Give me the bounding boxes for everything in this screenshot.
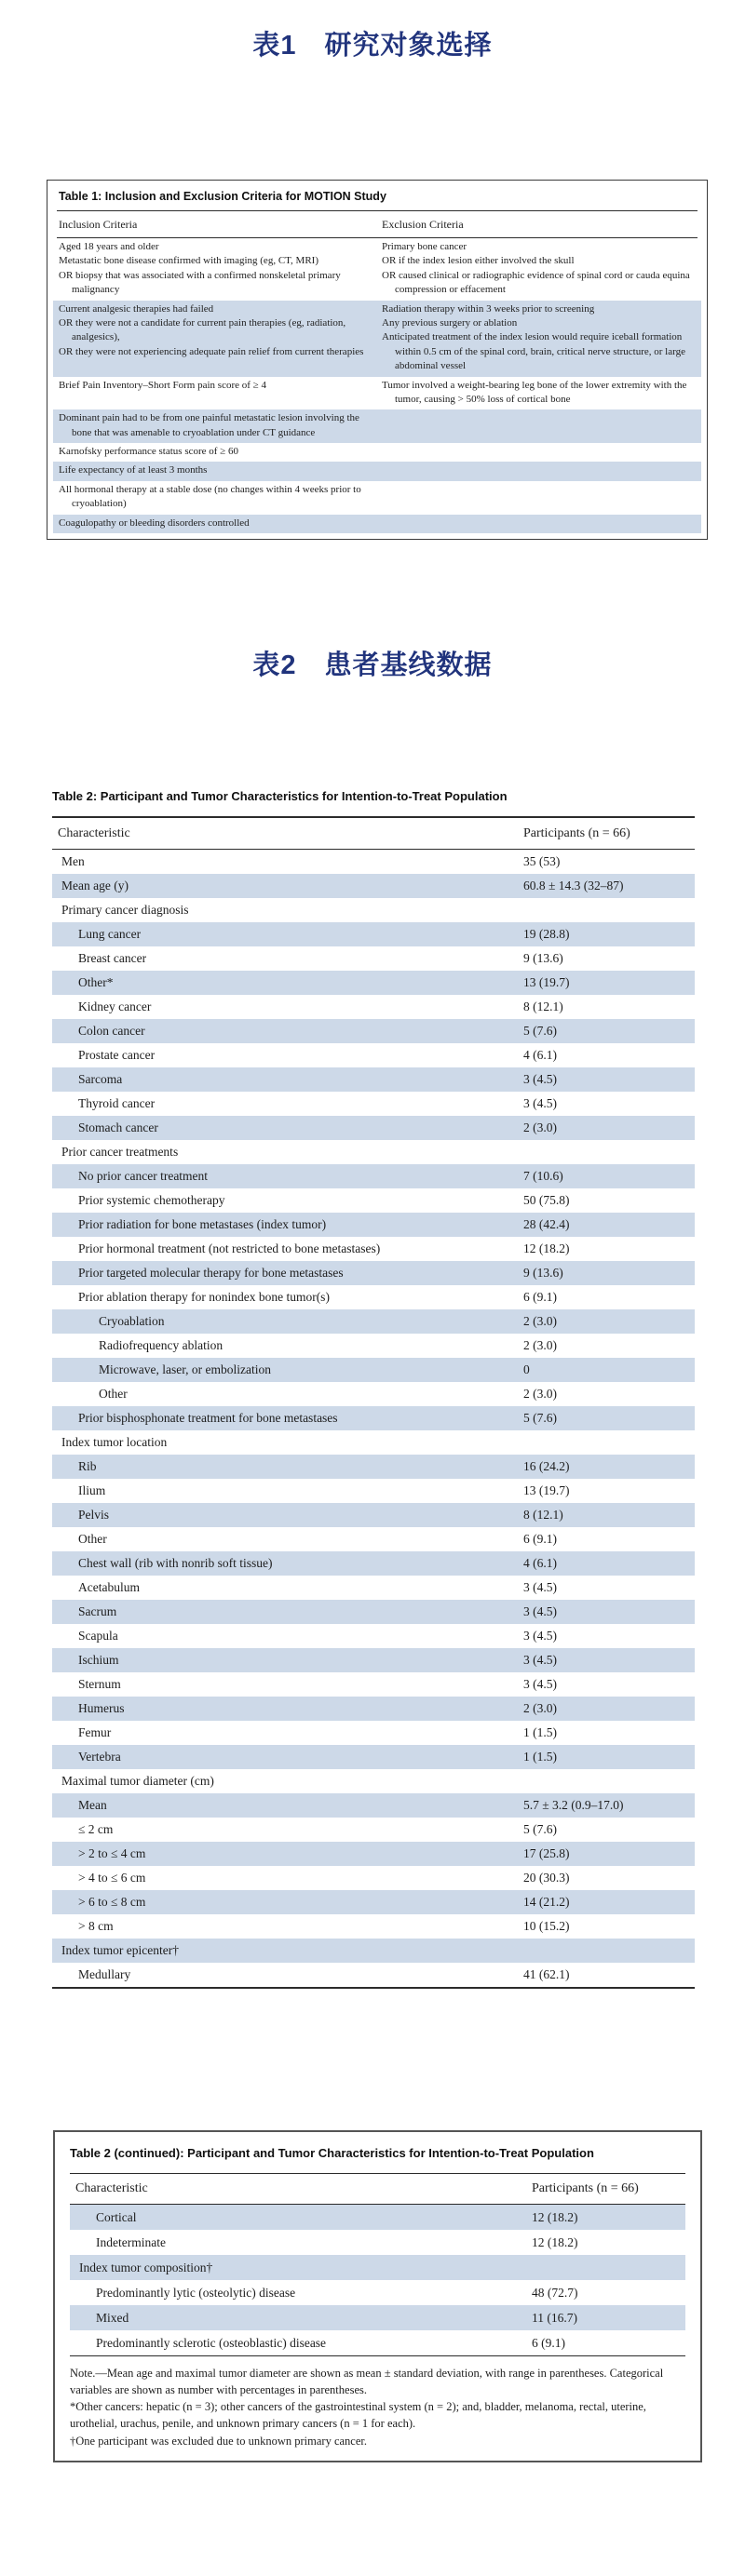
row-label: Acetabulum [78,1579,140,1594]
row-label: Prior systemic chemotherapy [78,1192,225,1207]
table-row [52,1818,695,1842]
row-label: Ilium [78,1483,106,1497]
criterion-item: OR they were not experiencing adequate pain relief from current therapies [59,345,364,357]
table-row [52,874,695,898]
row-label: Humerus [78,1700,125,1715]
row-value: 60.8 ± 14.3 (32–87) [523,878,624,892]
row-label: Sarcoma [78,1071,123,1086]
row-value: 8 (12.1) [523,1507,563,1522]
table-row [52,1600,695,1624]
row-value: 28 (42.4) [523,1216,570,1231]
table-row [52,1745,695,1769]
row-value: 7 (10.6) [523,1168,563,1183]
row-label: Sternum [78,1676,121,1691]
table-row [52,971,695,995]
row-label: Scapula [78,1628,118,1643]
inclusion-cell [59,483,372,512]
row-label: Mean [78,1797,107,1812]
row-label: Prior ablation therapy for nonindex bone tumor(s) [78,1289,330,1304]
table-row [52,1285,695,1309]
table-row [52,898,695,922]
row-label: Sacrum [78,1603,117,1618]
table-row [52,1043,695,1067]
row-value: 2 (3.0) [523,1120,557,1134]
row-value: 48 (72.7) [532,2285,578,2300]
row-label: Other* [78,974,114,989]
row-label: Prior bisphosphonate treatment for bone metastases [78,1410,338,1425]
criterion-item: OR biopsy that was associated with a confirmed nonskeletal primary malignancy [59,269,341,296]
row-label: ≤ 2 cm [78,1821,114,1836]
row-label: > 2 to ≤ 4 cm [78,1845,146,1860]
table-row [52,1237,695,1261]
table-row [70,2230,685,2255]
criterion-item: Radiation therapy within 3 weeks prior to screening [382,302,595,315]
table-row [70,2330,685,2355]
row-label: Prior targeted molecular therapy for bone metastases [78,1265,344,1280]
table-row [52,1503,695,1527]
row-value: 2 (3.0) [523,1700,557,1715]
criterion-item: Life expectancy of at least 3 months [59,464,208,476]
table-row [52,1963,695,1987]
row-label: Microwave, laser, or embolization [99,1362,272,1376]
row-value: 2 (3.0) [523,1386,557,1401]
row-value: 10 (15.2) [523,1918,570,1933]
table-row [52,1019,695,1043]
table2c-bottom-rule [70,2355,685,2356]
inclusion-cell [59,517,372,530]
exclusion-cell [382,517,696,530]
criteria-row [53,462,701,480]
table2-title: Table 2: Participant and Tumor Characteristics for Intention-to-Treat Population [52,789,508,803]
exclusion-cell [382,379,696,408]
exclusion-cell [382,302,696,374]
table-row [52,1067,695,1092]
table2c-col-participants-header: Participants (n = 66) [532,2180,639,2195]
row-value: 12 (18.2) [532,2234,578,2249]
table2-column-headers [52,818,695,849]
row-value: 1 (1.5) [523,1724,557,1739]
table-row [52,1213,695,1237]
row-label: Radiofrequency ablation [99,1337,224,1352]
table-row [52,1092,695,1116]
table-row [52,1576,695,1600]
row-label: Index tumor location [61,1434,168,1449]
table-row [70,2255,685,2280]
criterion-item: Anticipated treatment of the index lesion would require iceball formation within 0.5 cm of the spinal cord, brain, critical nerve structure, or large abdominal vessel [382,331,685,372]
criterion-item: OR if the index lesion either involved the skull [382,255,575,267]
row-label: Femur [78,1724,112,1739]
table-row [52,850,695,874]
table-row [52,922,695,946]
criterion-item: All hormonal therapy at a stable dose (no changes within 4 weeks prior to cryoablation) [59,483,361,510]
row-value: 2 (3.0) [523,1313,557,1328]
criteria-row [53,481,701,515]
row-label: Ischium [78,1652,119,1667]
inclusion-cell [59,302,372,374]
table-row [52,1697,695,1721]
table-row [52,1842,695,1866]
table2c-notes [70,2365,685,2449]
table1-body [57,238,698,533]
row-value: 4 (6.1) [523,1047,557,1062]
row-value: 0 [523,1362,530,1376]
table-row [52,1358,695,1382]
row-label: Prior cancer treatments [61,1144,179,1159]
row-label: Rib [78,1458,97,1473]
criterion-item: OR they were not a candidate for current pain therapies (eg, radiation, analgesics), [59,316,346,343]
row-label: Colon cancer [78,1023,145,1038]
table1-title: Table 1: Inclusion and Exclusion Criteria for MOTION Study [59,190,386,203]
table-row [52,1939,695,1963]
table-row [52,1261,695,1285]
criteria-row [53,443,701,462]
row-value: 13 (19.7) [523,1483,570,1497]
table-row [52,1866,695,1890]
table-row [52,1624,695,1648]
table-footnote: *Other cancers: hepatic (n = 3); other cancers of the gastrointestinal system (n = 2); and, bladder, melanoma, rectal, uterine, urothelial, urachus, penile, and unknown primary cancers (n = 1 for each). [70,2400,646,2431]
criterion-item: Karnofsky performance status score of ≥ 60 [59,446,238,458]
inclusion-cell [59,445,372,459]
table-row [70,2305,685,2330]
criterion-item: OR caused clinical or radiographic evidence of spinal cord or cauda equina compression or effacement [382,269,690,296]
inclusion-cell [59,411,372,440]
table2-col-characteristic-header: Characteristic [58,825,130,840]
row-value: 3 (4.5) [523,1579,557,1594]
row-value: 19 (28.8) [523,926,570,941]
row-label: Medullary [78,1966,131,1981]
row-label: Other [99,1386,128,1401]
exclusion-cell [382,463,696,477]
row-value: 9 (13.6) [523,950,563,965]
table-row [52,995,695,1019]
row-label: Prior radiation for bone metastases (index tumor) [78,1216,327,1231]
table-row [52,1116,695,1140]
table-row [52,1890,695,1914]
table2c-column-headers [70,2174,685,2204]
inclusion-cell [59,240,372,298]
row-value: 17 (25.8) [523,1845,570,1860]
table-row [52,1769,695,1793]
table-row [52,1309,695,1334]
table-row [52,1188,695,1213]
row-value: 50 (75.8) [523,1192,570,1207]
table2-body [52,850,695,1987]
row-value: 6 (9.1) [532,2335,565,2350]
row-label: Mixed [96,2310,129,2325]
table1-inclusion-exclusion [47,180,708,540]
criterion-item: Primary bone cancer [382,241,467,252]
exclusion-cell [382,240,696,298]
table-row [52,1672,695,1697]
row-label: Kidney cancer [78,999,152,1013]
row-label: Lung cancer [78,926,142,941]
row-value: 5 (7.6) [523,1410,557,1425]
criteria-row [53,301,701,377]
row-value: 11 (16.7) [532,2310,577,2325]
table-row [52,1382,695,1406]
row-value: 13 (19.7) [523,974,570,989]
criterion-item: Aged 18 years and older [59,241,159,252]
table2c-col-characteristic-header: Characteristic [75,2180,148,2195]
table1-column-headers [57,211,698,237]
table-row [52,1551,695,1576]
table-row [52,1793,695,1818]
criterion-item: Coagulopathy or bleeding disorders controlled [59,517,250,529]
section-title-table2: 表2 患者基线数据 [252,651,493,680]
table-row [52,1334,695,1358]
row-value: 14 (21.2) [523,1894,570,1909]
row-value: 3 (4.5) [523,1071,557,1086]
table1-col-inclusion-header: Inclusion Criteria [59,218,138,231]
table-footnote: †One participant was excluded due to unknown primary cancer. [70,2434,367,2448]
row-label: Pelvis [78,1507,110,1522]
row-label: Men [61,853,85,868]
row-value: 5 (7.6) [523,1023,557,1038]
row-label: Vertebra [78,1749,121,1764]
row-label: Cryoablation [99,1313,165,1328]
table-row [52,1164,695,1188]
criteria-row [53,238,701,301]
row-value: 3 (4.5) [523,1652,557,1667]
row-value: 9 (13.6) [523,1265,563,1280]
exclusion-cell [382,445,696,459]
row-label: Predominantly lytic (osteolytic) disease [96,2285,296,2300]
row-label: Mean age (y) [61,878,129,892]
row-label: > 6 to ≤ 8 cm [78,1894,146,1909]
table-row [52,1455,695,1479]
table-row [52,1721,695,1745]
row-value: 3 (4.5) [523,1628,557,1643]
inclusion-cell [59,463,372,477]
criterion-item: Brief Pain Inventory–Short Form pain score of ≥ 4 [59,379,266,391]
row-label: Chest wall (rib with nonrib soft tissue) [78,1555,273,1570]
table1-col-exclusion-header: Exclusion Criteria [382,218,464,231]
row-value: 2 (3.0) [523,1337,557,1352]
row-value: 3 (4.5) [523,1676,557,1691]
row-label: Index tumor composition† [79,2260,213,2274]
table2-continued-box [53,2130,702,2462]
section-title-table1: 表1 研究对象选择 [252,31,493,60]
exclusion-cell [382,483,696,512]
table-row [52,1406,695,1430]
row-label: Thyroid cancer [78,1095,156,1110]
table2-continued-title: Table 2 (continued): Participant and Tumor Characteristics for Intention-to-Treat Population [70,2146,594,2160]
table-row [70,2280,685,2305]
row-value: 5.7 ± 3.2 (0.9–17.0) [523,1797,624,1812]
table-row [52,1527,695,1551]
criterion-item: Any previous surgery or ablation [382,316,518,329]
criterion-item: Metastatic bone disease confirmed with imaging (eg, CT, MRI) [59,255,319,267]
row-label: Prior hormonal treatment (not restricted to bone metastases) [78,1241,381,1255]
table-row [52,1430,695,1455]
row-value: 3 (4.5) [523,1603,557,1618]
row-label: Indeterminate [96,2234,166,2249]
row-label: > 8 cm [78,1918,114,1933]
row-label: Stomach cancer [78,1120,158,1134]
row-value: 3 (4.5) [523,1095,557,1110]
table2c-body [70,2205,685,2355]
table2-bottom-rule [52,1987,695,1989]
criterion-item: Dominant pain had to be from one painful metastatic lesion involving the bone that was amenable to cryoablation under CT guidance [59,412,359,438]
row-label: Cortical [96,2209,137,2224]
row-value: 6 (9.1) [523,1531,557,1546]
row-value: 35 (53) [523,853,561,868]
criterion-item: Tumor involved a weight-bearing leg bone of the lower extremity with the tumor, causing > 50% loss of cortical bone [382,379,687,405]
row-label: Breast cancer [78,950,147,965]
table2-characteristics [52,787,695,1989]
criteria-row [53,409,701,443]
exclusion-cell [382,411,696,440]
row-label: > 4 to ≤ 6 cm [78,1870,146,1885]
row-label: Prostate cancer [78,1047,156,1062]
row-value: 12 (18.2) [532,2209,578,2224]
row-label: Index tumor epicenter† [61,1942,179,1957]
table-row [52,1648,695,1672]
table-footnote: Note.—Mean age and maximal tumor diameter are shown as mean ± standard deviation, with range in parentheses. Categorical variables are shown as number with percentages in parentheses. [70,2366,664,2396]
row-value: 41 (62.1) [523,1966,570,1981]
row-value: 16 (24.2) [523,1458,570,1473]
row-label: Maximal tumor diameter (cm) [61,1773,214,1788]
row-value: 5 (7.6) [523,1821,557,1836]
row-value: 8 (12.1) [523,999,563,1013]
table2-col-participants-header: Participants (n = 66) [523,825,630,840]
row-value: 1 (1.5) [523,1749,557,1764]
criterion-item: Current analgesic therapies had failed [59,302,214,315]
row-value: 4 (6.1) [523,1555,557,1570]
table-row [52,1140,695,1164]
row-label: Other [78,1531,107,1546]
row-label: No prior cancer treatment [78,1168,209,1183]
inclusion-cell [59,379,372,408]
row-value: 20 (30.3) [523,1870,570,1885]
criteria-row [53,377,701,410]
row-label: Primary cancer diagnosis [61,902,189,917]
criteria-row [53,515,701,533]
table-row [70,2205,685,2230]
table-row [52,946,695,971]
row-label: Predominantly sclerotic (osteoblastic) disease [96,2335,327,2350]
table-row [52,1914,695,1939]
row-value: 12 (18.2) [523,1241,570,1255]
table-row [52,1479,695,1503]
row-value: 6 (9.1) [523,1289,557,1304]
